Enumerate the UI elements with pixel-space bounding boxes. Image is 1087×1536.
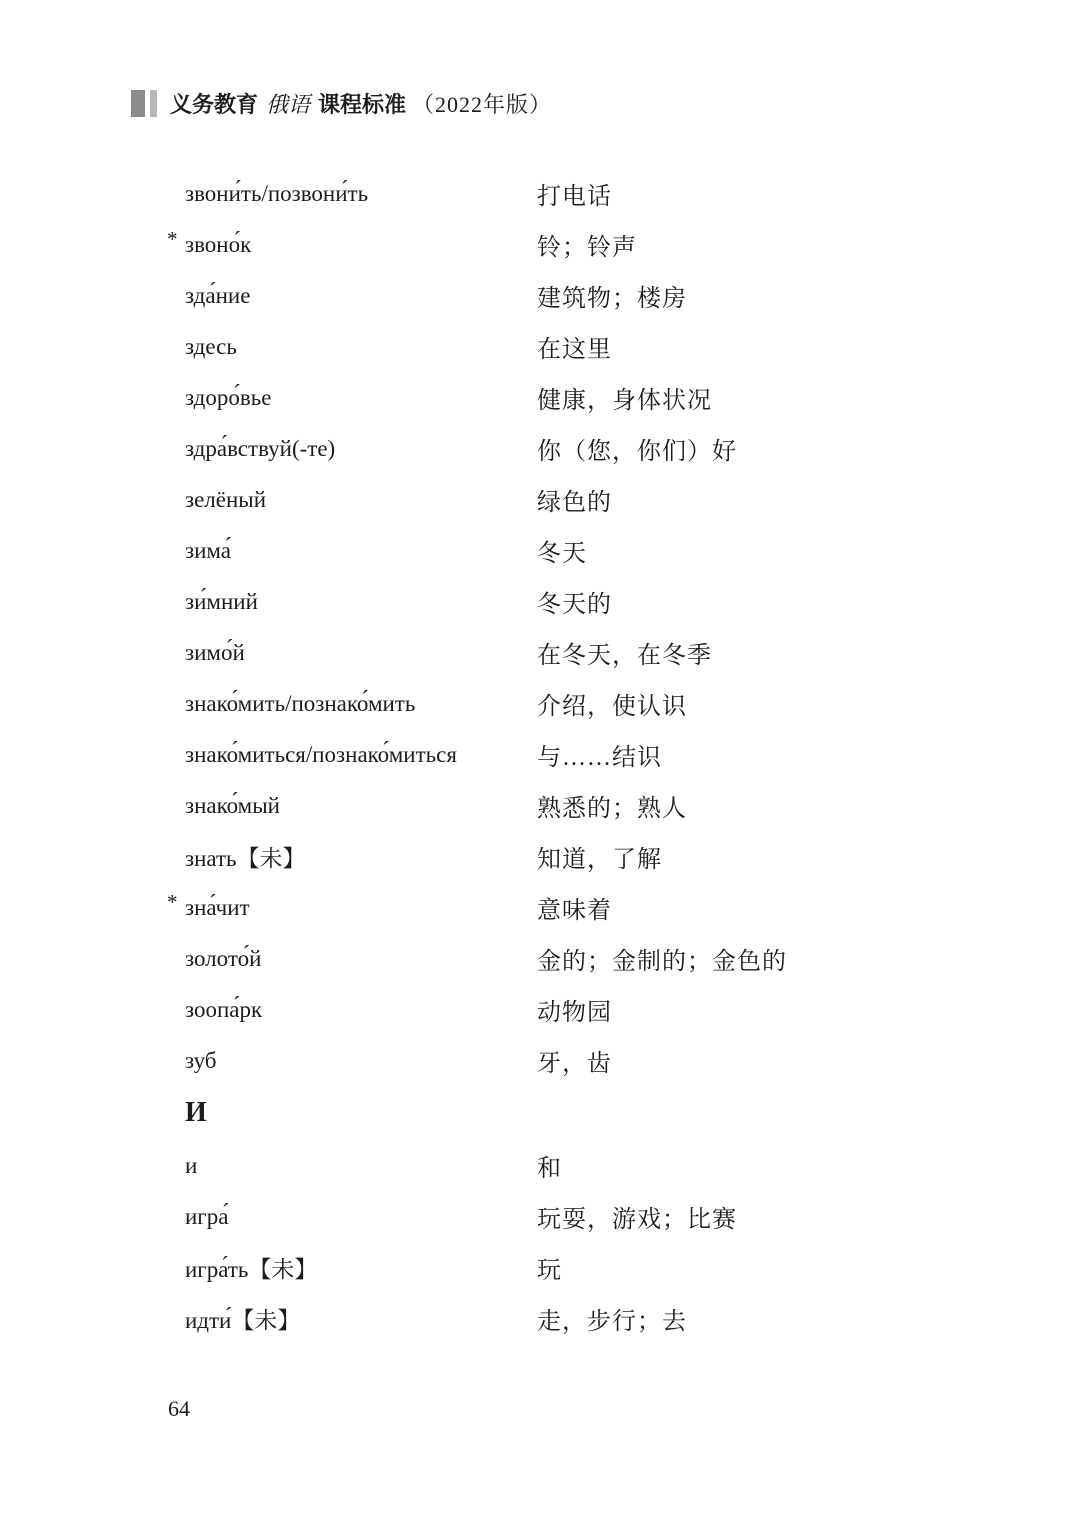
chinese-translation: 建筑物；楼房 — [537, 286, 687, 312]
russian-word: зоопа́рк — [185, 996, 263, 1022]
header-marker-icon — [131, 90, 157, 117]
chinese-translation: 健康，身体状况 — [537, 388, 712, 414]
vocab-row — [185, 678, 945, 729]
header-title — [170, 88, 552, 119]
russian-word: зимо́й — [185, 639, 245, 665]
vocab-row — [185, 780, 945, 831]
header-title-year: （2022年版） — [412, 92, 553, 117]
russian-word: и — [185, 1152, 198, 1178]
header-marker-bar-dark — [131, 90, 145, 117]
russian-word: здесь — [185, 333, 237, 359]
russian-word: * звоно́к — [167, 226, 252, 257]
star-marker: * — [167, 889, 178, 914]
russian-word: здоро́вье — [185, 384, 272, 410]
chinese-translation: 打电话 — [537, 184, 612, 210]
header-title-part-3: 课程标准 — [318, 92, 407, 117]
vocab-row — [185, 1140, 945, 1191]
vocab-row — [167, 219, 945, 270]
vocab-row — [185, 168, 945, 219]
vocab-row — [185, 474, 945, 525]
header-title-part-2: 俄语 — [266, 92, 311, 117]
russian-word: золото́й — [185, 945, 262, 971]
chinese-translation: 冬天 — [537, 541, 587, 567]
chinese-translation: 与……结识 — [537, 745, 662, 771]
russian-word: знако́мить/познако́мить — [185, 690, 416, 716]
chinese-translation: 熟悉的；熟人 — [537, 796, 687, 822]
chinese-translation: 意味着 — [537, 898, 612, 924]
vocab-row — [185, 1242, 945, 1293]
russian-word: идти́【未】 — [185, 1308, 301, 1333]
chinese-translation: 你（您，你们）好 — [537, 439, 737, 465]
russian-word: здра́вствуй(-те) — [185, 435, 336, 461]
chinese-translation: 知道，了解 — [537, 847, 662, 873]
chinese-translation: 走，步行；去 — [537, 1309, 687, 1335]
russian-word: зима́ — [185, 537, 231, 563]
chinese-translation: 金的；金制的；金色的 — [537, 949, 787, 975]
chinese-translation: 在这里 — [537, 337, 612, 363]
vocab-row — [185, 270, 945, 321]
russian-word: звони́ть/позвони́ть — [185, 180, 369, 206]
vocab-row — [167, 882, 945, 933]
vocab-row — [185, 627, 945, 678]
chinese-translation: 玩耍，游戏；比赛 — [537, 1207, 737, 1233]
vocab-row — [185, 831, 945, 882]
vocab-row — [185, 1035, 945, 1086]
vocab-row — [185, 984, 945, 1035]
chinese-translation: 玩 — [537, 1258, 562, 1284]
russian-word: зда́ние — [185, 282, 251, 308]
vocab-row — [185, 729, 945, 780]
header-marker-bar-light — [150, 90, 157, 117]
chinese-translation: 冬天的 — [537, 592, 612, 618]
chinese-translation: 牙，齿 — [537, 1051, 612, 1077]
vocab-row — [185, 933, 945, 984]
page-number: 64 — [168, 1396, 190, 1421]
vocab-row — [185, 372, 945, 423]
russian-word: знако́миться/познако́миться — [185, 741, 457, 767]
russian-word: игра́ть【未】 — [185, 1257, 318, 1282]
russian-word: игра́ — [185, 1203, 229, 1229]
russian-word: зи́мний — [185, 588, 258, 614]
vocab-row — [185, 423, 945, 474]
russian-word: * зна́чит — [167, 889, 250, 920]
vocab-list — [167, 168, 945, 1344]
vocab-row — [185, 525, 945, 576]
star-marker: * — [167, 226, 178, 251]
chinese-translation: 动物园 — [537, 1000, 612, 1026]
russian-word: зелёный — [185, 486, 267, 512]
russian-word: знать【未】 — [185, 846, 306, 871]
chinese-translation: 绿色的 — [537, 490, 612, 516]
page-header — [131, 88, 552, 119]
chinese-translation: 和 — [537, 1156, 562, 1182]
chinese-translation: 介绍，使认识 — [537, 694, 687, 720]
vocab-row — [185, 321, 945, 372]
chinese-translation: 在冬天，在冬季 — [537, 643, 712, 669]
section-letter: И — [185, 1097, 207, 1128]
vocab-row — [185, 576, 945, 627]
russian-word: знако́мый — [185, 792, 280, 818]
chinese-translation: 铃；铃声 — [537, 235, 637, 261]
russian-word: зуб — [185, 1047, 217, 1073]
vocab-row — [185, 1293, 945, 1344]
header-title-part-1: 义务教育 — [170, 92, 259, 117]
vocab-row — [185, 1191, 945, 1242]
